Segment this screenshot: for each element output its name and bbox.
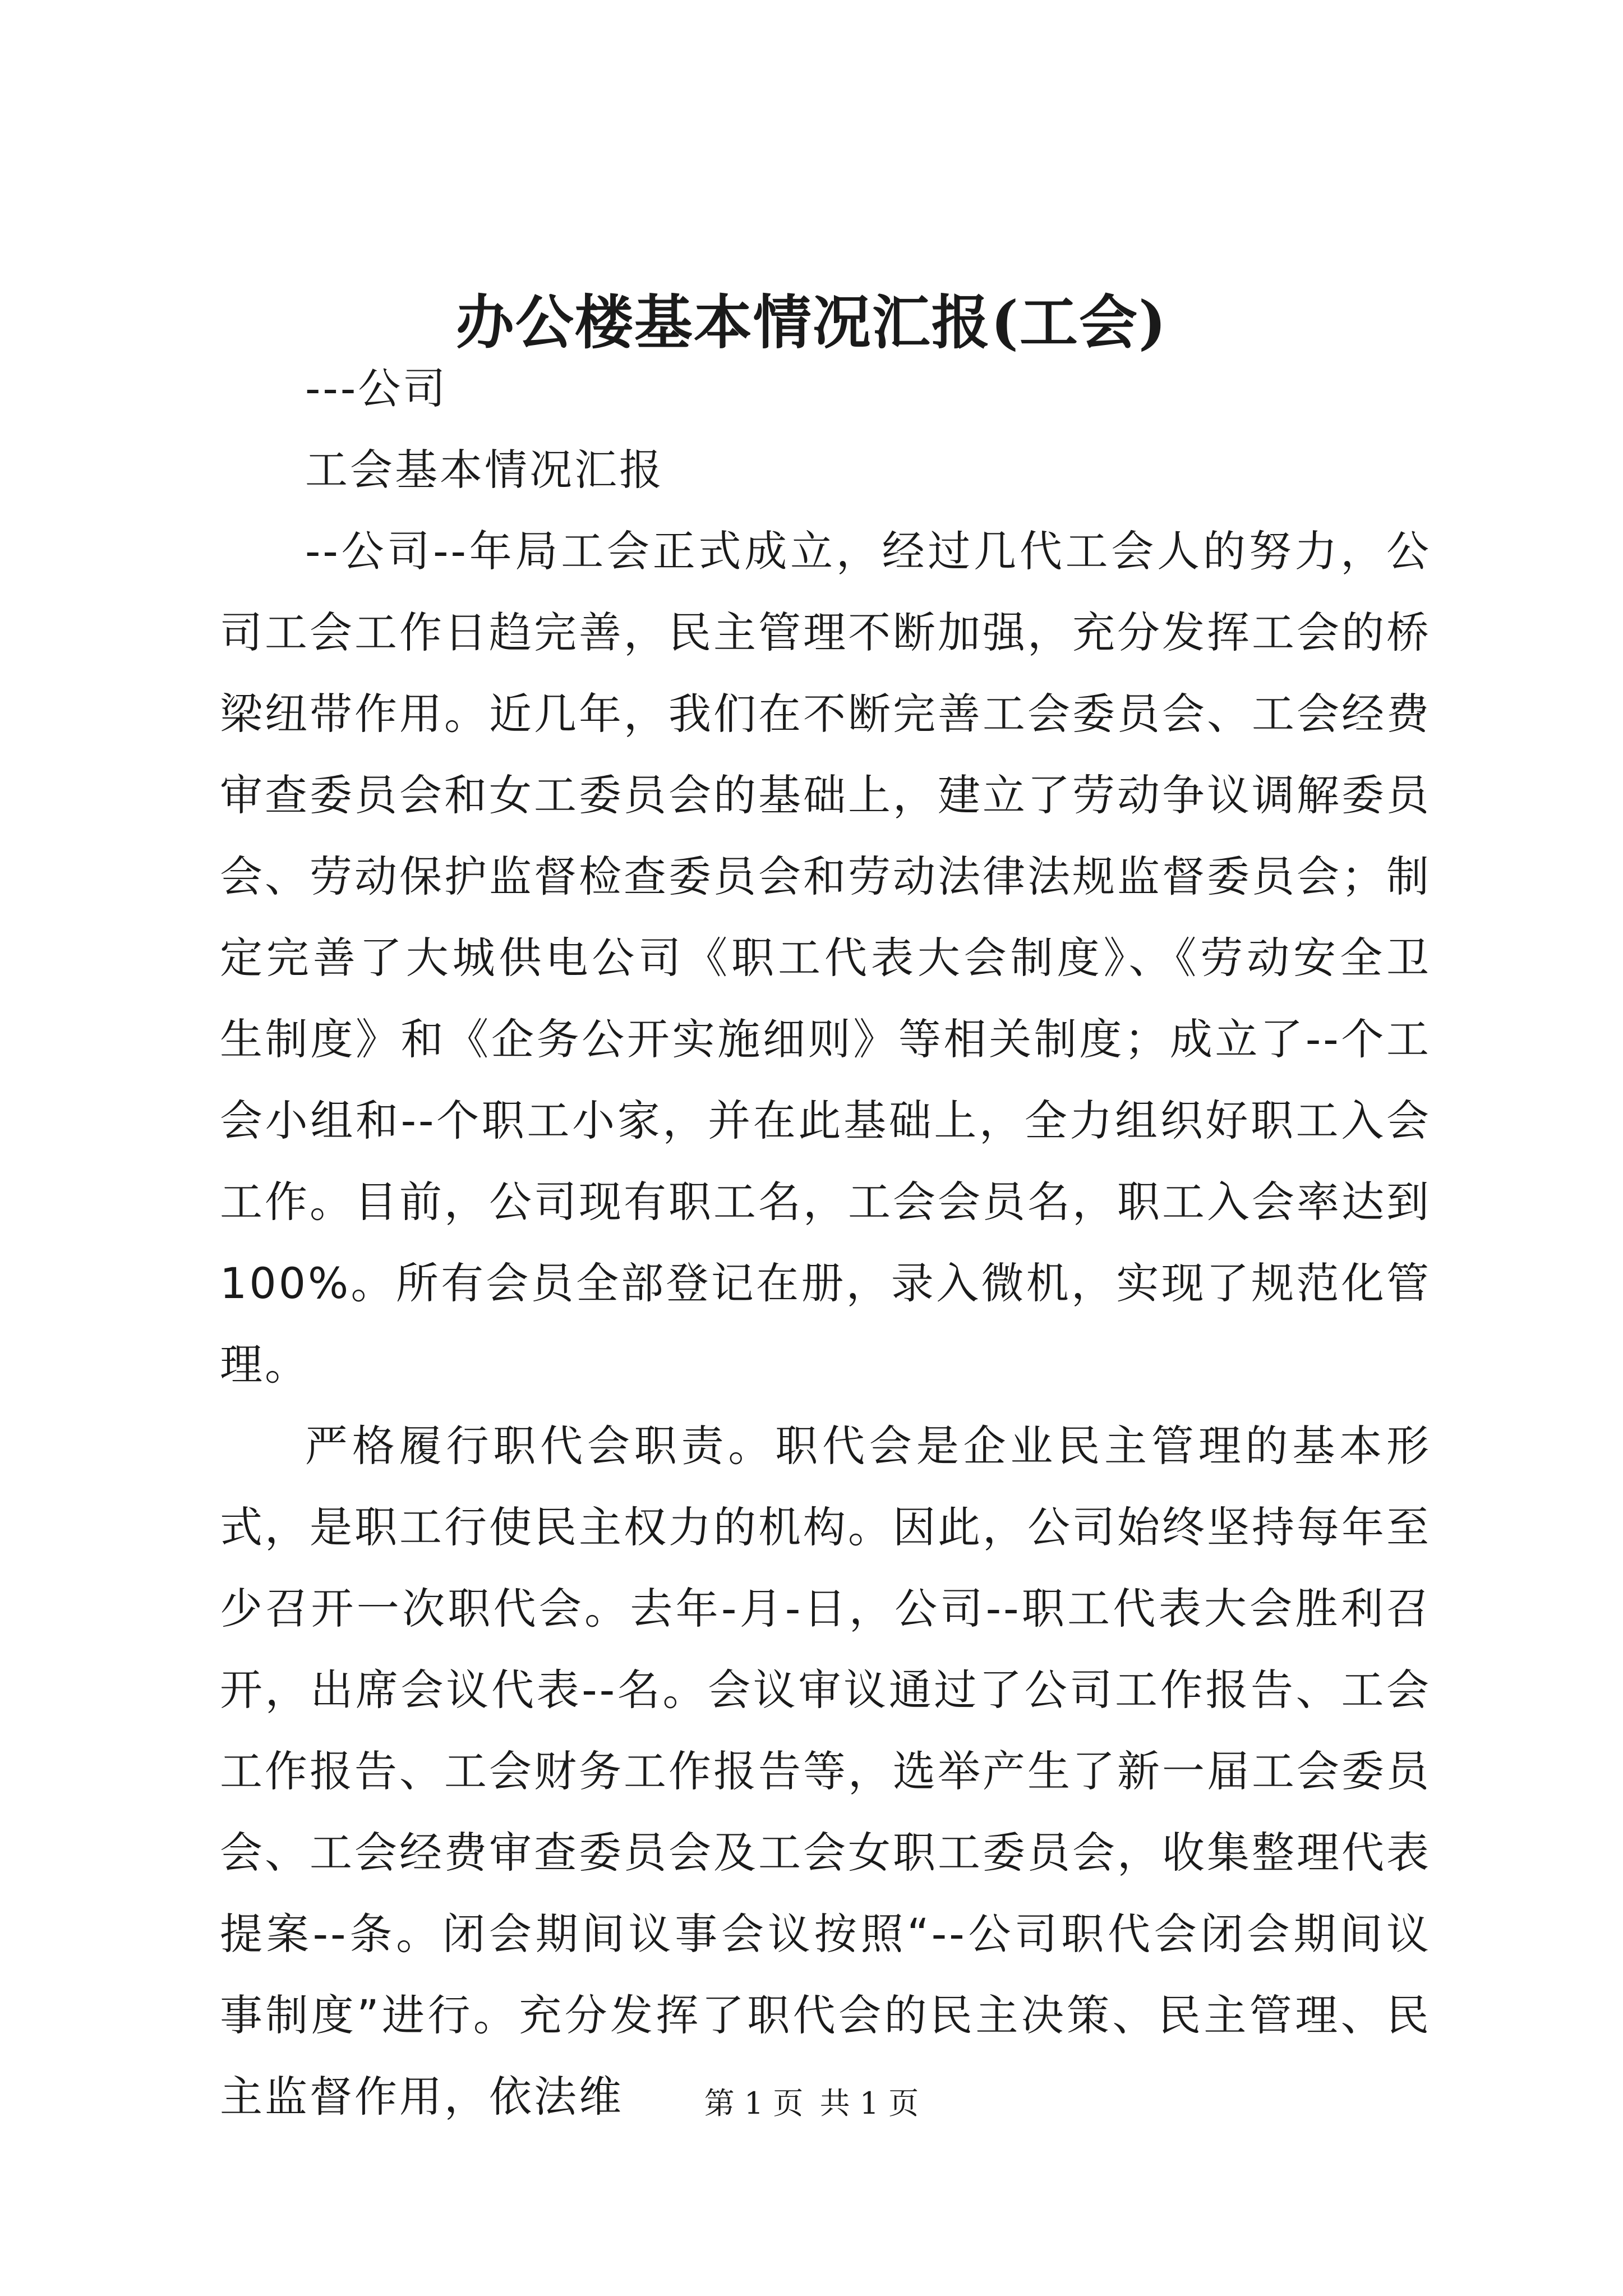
page-footer [0, 2081, 1623, 2126]
report-subtitle: 工会基本情况汇报 [305, 445, 664, 495]
company-line: ---公司 [305, 364, 448, 413]
paragraph-1: --公司--年局工会正式成立，经过几代工会人的努力，公司工会工作日趋完善，民主管理不断加强，充分发挥工会的桥梁纽带作用。近几年，我们在不断完善工会委员会、工会经费审查委员会和女工委员会的基础上，建立了劳动争议调解委员会、劳动保护监督检查委员会和劳动法律法规监督委员会；制定完善了大城供电公司《职工代表大会制度》、《劳动安全卫生制度》和《企务公开实施细则》等相关制度；成立了--个工会小组和--个职工小家，并在此基础上，全力组织好职工入会工作。目前，公司现有职工名，工会会员名，职工入会率达到100%。所有会员全部登记在册，录入微机，实现了规范化管理。 [220, 526, 1431, 1389]
document-body [220, 348, 1431, 2137]
page-total: 共 1 页 [819, 2086, 919, 2121]
document-title: 办公楼基本情况汇报(工会) [455, 288, 1168, 357]
paragraph-2: 严格履行职代会职责。职代会是企业民主管理的基本形式，是职工行使民主权力的机构。因此，公司始终坚持每年至少召开一次职代会。去年-月-日，公司--职工代表大会胜利召开，出席会议代表--名。会议审议通过了公司工作报告、工会工作报告、工会财务工作报告等，选举产生了新一届工会委员会、工会经费审查委员会及工会女职工委员会，收集整理代表提案--条。闭会期间议事会议按照“--公司职代会闭会期间议事制度”进行。充分发挥了职代会的民主决策、民主管理、民主监督作用，依法维 [220, 1421, 1431, 2122]
page-number: 第 1 页 [704, 2086, 804, 2121]
